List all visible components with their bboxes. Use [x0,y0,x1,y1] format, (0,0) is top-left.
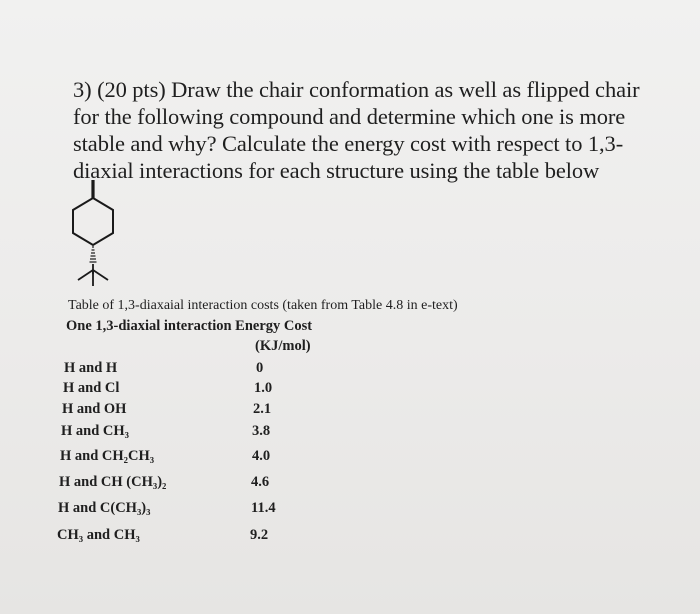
table-caption: Table of 1,3-diaxaial interaction costs (taken from Table 4.8 in e-text) [68,298,458,313]
row-pair: H and H [64,360,118,376]
row-cost: 11.4 [251,500,276,516]
row-cost: 9.2 [250,527,269,543]
row-cost: 1.0 [254,380,273,396]
row-pair: H and CH₃ [61,423,130,439]
row-pair: H and CH (CH₃)₂ [59,474,167,490]
row-pair: H and Cl [63,380,120,396]
row-cost: 4.0 [252,448,271,464]
table-header-left: One 1,3-diaxial interaction [66,318,232,334]
table-unit: (KJ/mol) [255,338,311,354]
row-cost: 2.1 [253,401,272,417]
question-line: stable and why? Calculate the energy cost with respect to 1,3- [73,131,624,156]
table-header-right: Energy Cost [235,318,313,334]
row-pair: CH₃ and CH₃ [57,527,140,543]
question-text [73,76,685,184]
row-cost: 0 [256,360,264,376]
question-line: 3) (20 pts) Draw the chair conformation as well as flipped chair [73,77,640,102]
table-header [66,318,312,335]
row-pair: H and CH₂CH₃ [60,448,155,464]
row-pair: H and C(CH₃)₃ [58,500,151,516]
row-pair: H and OH [62,401,127,417]
question-line: for the following compound and determine which one is more [73,104,626,129]
row-cost: 4.6 [251,474,270,490]
cyclohexane-with-methyl-and-tert-butyl-icon [60,178,140,288]
question-line: diaxial interactions for each structure using the table below [73,158,600,183]
row-cost: 3.8 [252,423,271,439]
